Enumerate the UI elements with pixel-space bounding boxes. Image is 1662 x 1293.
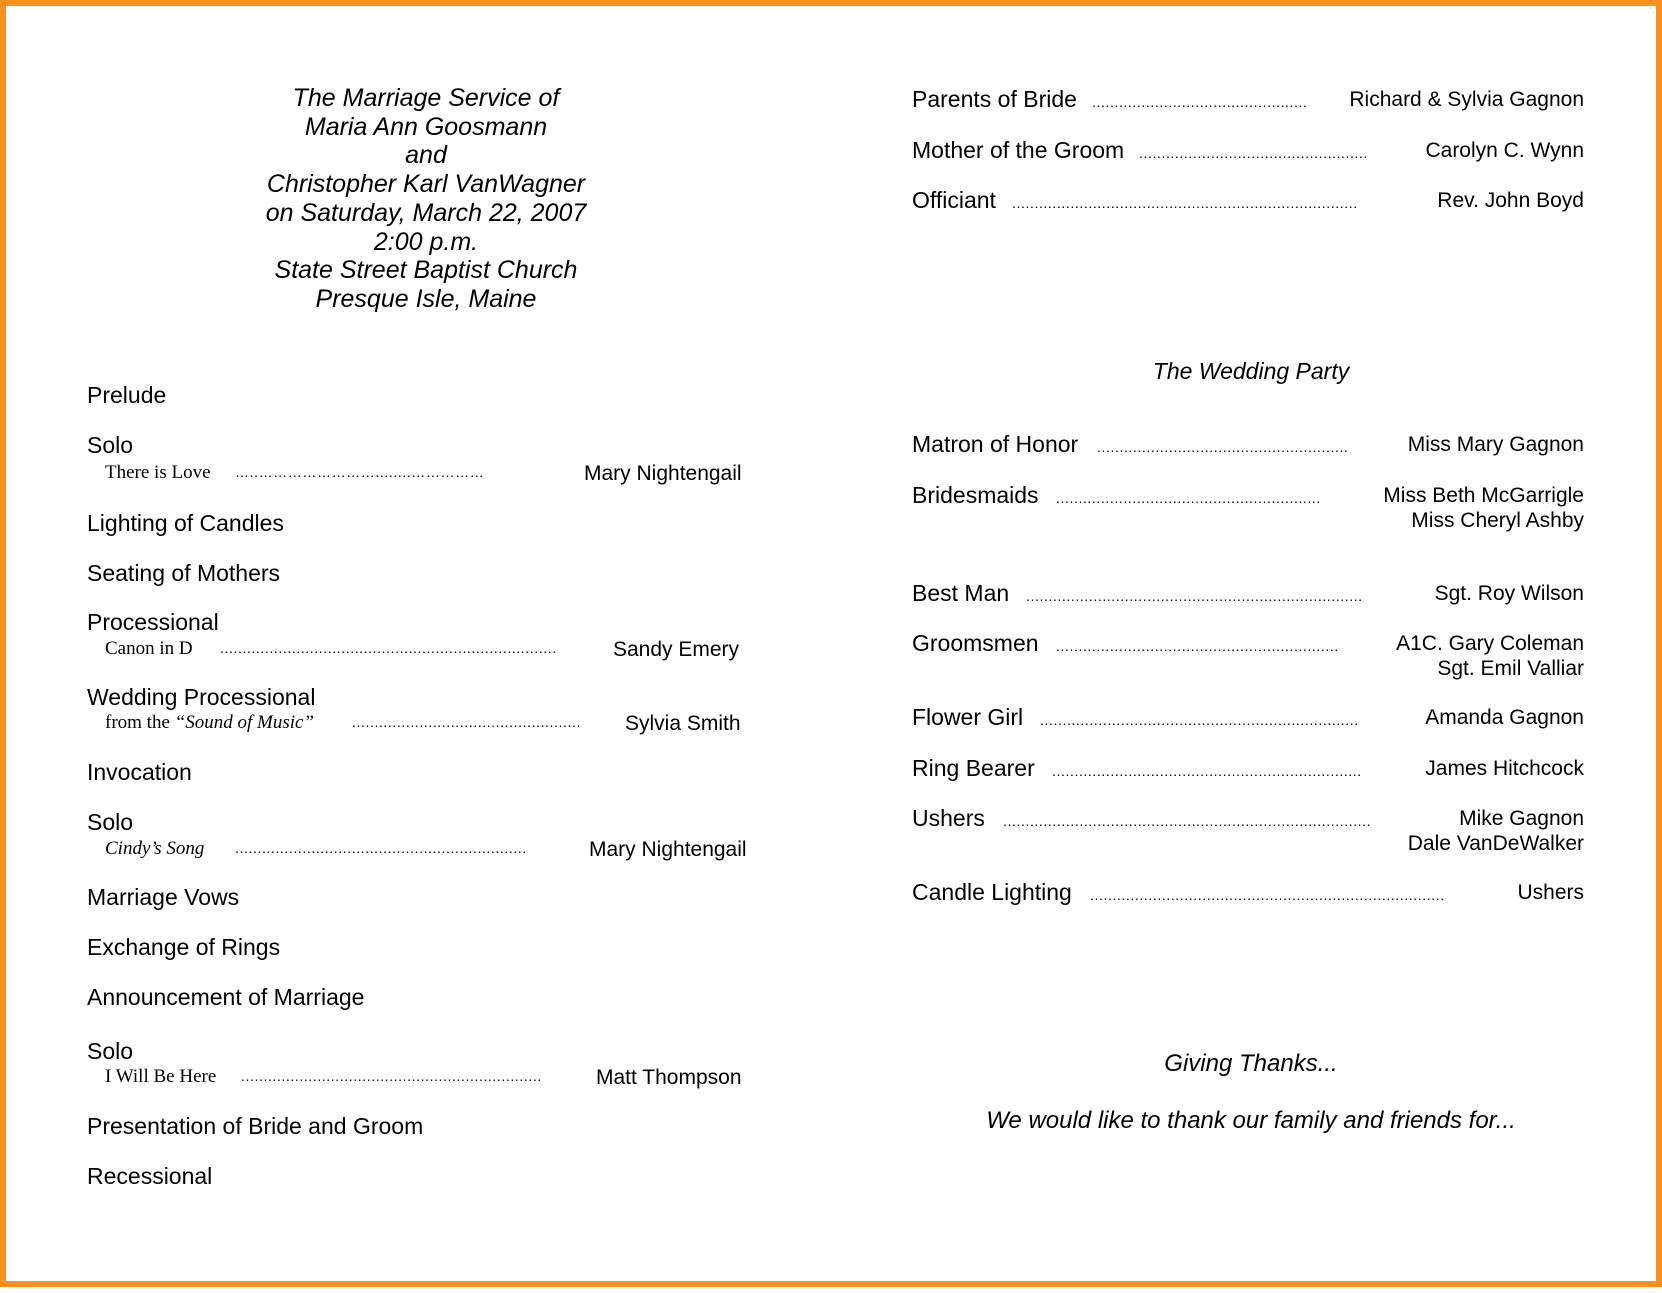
role-names <box>1349 87 1584 112</box>
performer-name: Sandy Emery <box>613 638 740 661</box>
role-names <box>1425 756 1584 781</box>
person-name: Miss Beth McGarrigle <box>1383 484 1584 507</box>
role-label: Mother of the Groom <box>912 137 1125 163</box>
role-names <box>1408 432 1584 457</box>
program-item-detail <box>105 1066 765 1092</box>
role-label: Ring Bearer <box>912 755 1035 781</box>
program-item-title: Exchange of Rings <box>87 934 281 960</box>
wedding-party-row <box>912 431 1584 461</box>
person-name: Amanda Gagnon <box>1425 706 1584 729</box>
program-item-title: Recessional <box>87 1163 213 1189</box>
header-line: Maria Ann Goosmann <box>304 112 548 141</box>
program-item-detail <box>105 462 765 488</box>
person-name: James Hitchcock <box>1425 757 1584 780</box>
role-label: Best Man <box>912 580 1010 606</box>
wedding-party-row <box>912 704 1584 734</box>
piece-italic-title: “Sound of Music” <box>174 712 315 733</box>
leader-dots: ................................................... <box>1139 145 1368 161</box>
role-label: Matron of Honor <box>912 431 1079 457</box>
header-line: 2:00 p.m. <box>373 227 479 256</box>
role-names <box>1435 581 1584 606</box>
program-item-title: Marriage Vows <box>87 884 240 910</box>
performer-name: Sylvia Smith <box>625 712 741 735</box>
parents-of-bride-row <box>912 86 1584 116</box>
program-item-title: Solo <box>87 432 134 458</box>
piece-prefix: from the <box>105 712 175 733</box>
person-name: Miss Cheryl Ashby <box>1411 509 1584 532</box>
leader-dots: ........................................................................... <box>1026 588 1363 604</box>
header-line: Christopher Karl VanWagner <box>266 170 586 199</box>
program-item-title: Solo <box>87 809 134 835</box>
person-name: Ushers <box>1517 881 1584 904</box>
role-label: Flower Girl <box>912 704 1024 730</box>
program-item-title: Announcement of Marriage <box>87 984 365 1010</box>
leader-dots: ................................................ <box>1092 94 1308 110</box>
program-item-title: Invocation <box>87 759 192 785</box>
performer-name: Matt Thompson <box>596 1066 742 1089</box>
wedding-party-row <box>912 630 1584 680</box>
role-names <box>1425 138 1584 163</box>
role-names <box>1437 188 1584 213</box>
wedding-party-row <box>912 482 1584 532</box>
person-name: Miss Mary Gagnon <box>1407 433 1584 456</box>
leader-dots: ....................................................................... <box>1040 712 1359 728</box>
order-of-service <box>87 6 767 1293</box>
person-name: Richard & Sylvia Gagnon <box>1349 88 1584 111</box>
header-line: Presque Isle, Maine <box>315 284 537 313</box>
role-names <box>1517 880 1584 905</box>
person-name: A1C. Gary Coleman <box>1396 632 1584 655</box>
performer-name: Mary Nightengail <box>589 838 747 861</box>
program-item-title: Prelude <box>87 382 167 408</box>
role-label: Bridesmaids <box>912 482 1039 508</box>
program-item-title: Solo <box>87 1038 134 1064</box>
leader-dots: ........................................................................... <box>220 640 557 656</box>
leader-dots: …..……………………........…………… <box>235 464 485 480</box>
header-line: State Street Baptist Church <box>274 256 578 285</box>
person-name: Dale VanDeWalker <box>1407 832 1584 855</box>
person-name: Carolyn C. Wynn <box>1425 139 1584 162</box>
piece-title: Canon in D <box>105 638 193 659</box>
piece-title: There is Love <box>105 462 211 483</box>
role-names <box>1425 705 1584 730</box>
leader-dots: ................................................................. <box>235 840 527 856</box>
person-name: Sgt. Roy Wilson <box>1434 582 1584 605</box>
person-name: Mike Gagnon <box>1459 807 1584 830</box>
leader-dots: ..................................................................... <box>1052 763 1362 779</box>
leader-dots: ............................................................... <box>1056 638 1339 654</box>
role-names <box>1396 631 1584 681</box>
leader-dots: ................................................... <box>352 714 581 730</box>
program-item-detail <box>105 838 765 864</box>
leader-dots: ................................................................... <box>241 1068 542 1084</box>
header-line: The Marriage Service of <box>292 84 560 112</box>
role-label: Parents of Bride <box>912 86 1077 112</box>
performer-name: Mary Nightengail <box>584 462 742 485</box>
person-name: Sgt. Emil Valliar <box>1437 657 1584 680</box>
wedding-party-title: The Wedding Party <box>1152 358 1350 384</box>
leader-dots: ........................................................ <box>1097 439 1349 455</box>
person-name: Rev. John Boyd <box>1437 189 1584 212</box>
piece-title: I Will Be Here <box>105 1066 217 1087</box>
role-label: Candle Lighting <box>912 879 1072 905</box>
piece-title: Cindy’s Song <box>105 838 205 859</box>
header-line: and <box>405 141 447 170</box>
mother-of-groom-row <box>912 137 1584 167</box>
wedding-party-row <box>912 755 1584 785</box>
leader-dots: ........................................................... <box>1056 490 1321 506</box>
program-item-title: Processional <box>87 609 219 635</box>
program-item-detail <box>105 638 765 664</box>
wedding-party-row <box>912 580 1584 610</box>
leader-dots: ............................................................................. <box>1012 195 1358 211</box>
wedding-party-row <box>912 879 1584 909</box>
leader-dots: ............................................................................... <box>1090 887 1445 903</box>
wedding-party-row <box>912 805 1584 855</box>
role-label: Groomsmen <box>912 630 1039 656</box>
role-names <box>1383 483 1584 533</box>
thanks-text: We would like to thank our family and friends for... <box>986 1107 1516 1134</box>
leader-dots: .................................................................................. <box>1003 813 1372 829</box>
program-item-detail <box>105 712 765 738</box>
program-item-title: Lighting of Candles <box>87 510 284 536</box>
program-item-title: Wedding Processional <box>87 684 316 710</box>
role-names <box>1408 806 1584 856</box>
role-label: Officiant <box>912 187 996 213</box>
giving-thanks-heading: Giving Thanks... <box>1164 1050 1338 1077</box>
officiant-row <box>912 187 1584 217</box>
program-item-title: Seating of Mothers <box>87 560 281 586</box>
program-item-title: Presentation of Bride and Groom <box>87 1113 424 1139</box>
header-line: on Saturday, March 22, 2007 <box>265 198 587 227</box>
piece-title <box>105 712 314 734</box>
role-label: Ushers <box>912 805 985 831</box>
